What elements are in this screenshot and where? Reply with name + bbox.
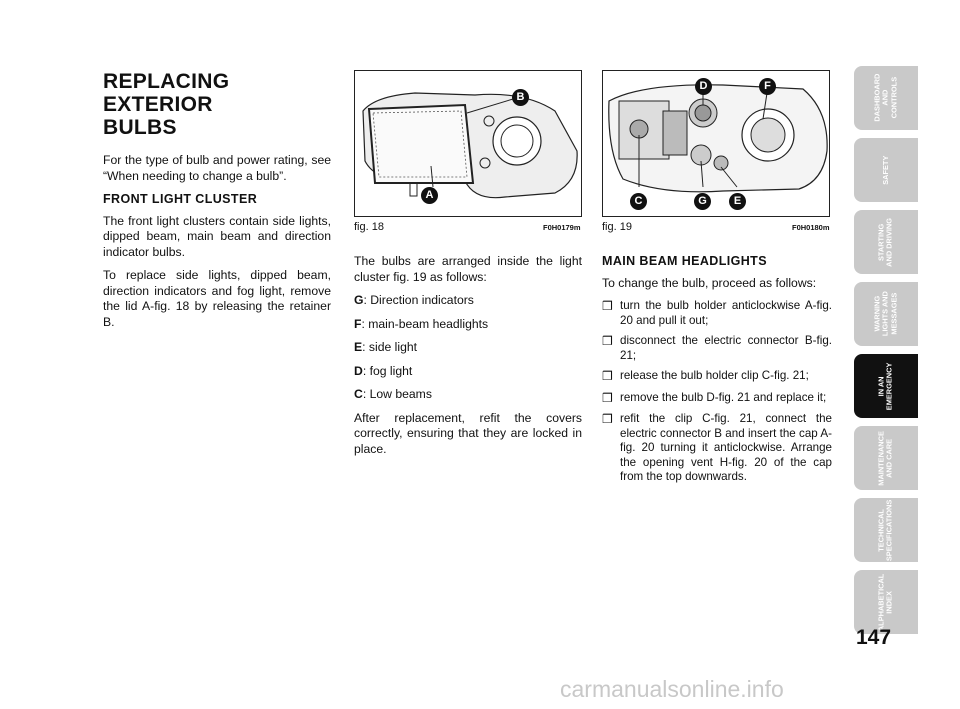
section-heading: FRONT LIGHT CLUSTER (103, 192, 258, 206)
list-item: G: Direction indicators (354, 293, 474, 307)
intro-paragraph: For the type of bulb and power rating, see “When needing to change a bulb”. (103, 153, 331, 183)
headlight-illustration (355, 71, 582, 217)
tab-dashboard-and-controls[interactable]: DASHBOARD AND CONTROLS (854, 66, 918, 130)
tab-warning-lights[interactable]: WARNING LIGHTS AND MESSAGES (854, 282, 918, 346)
label-g-marker: G (694, 193, 711, 210)
figure-18-caption: fig. 18 (354, 221, 384, 233)
page-title: REPLACING EXTERIOR BULBS (103, 70, 230, 139)
paragraph: To replace side lights, dipped beam, direction indicators and fog light, remove the lid A-fig. 18 by releasing the retainer B. (103, 268, 331, 329)
tab-safety[interactable]: SAFETY (854, 138, 918, 202)
right-column (602, 254, 832, 491)
list-item: ❒ remove the bulb D-fig. 21 and replace it; (602, 390, 827, 405)
tab-technical-specifications[interactable]: TECHNICAL SPECIFICATIONS (854, 498, 918, 562)
tab-in-an-emergency[interactable]: IN AN EMERGENCY (854, 354, 918, 418)
tab-alphabetical-index[interactable]: ALPHABETICAL INDEX (854, 570, 918, 634)
page-number: 147 (856, 626, 892, 649)
watermark: carmanualsonline.info (560, 676, 784, 702)
checkbox-bullet-icon: ❒ (602, 334, 613, 348)
label-a-marker: A (421, 187, 438, 204)
middle-column (354, 254, 582, 465)
label-e-marker: E (729, 193, 746, 210)
paragraph: To change the bulb, proceed as follows: (602, 275, 817, 290)
figure-18-code: F0H0179m (543, 223, 581, 232)
paragraph: The front light clusters contain side lights, dipped beam, main beam and direction indicator bulbs. (103, 213, 331, 259)
paragraph: After replacement, refit the covers correctly, ensuring that they are locked in place. (354, 410, 582, 456)
label-f-marker: F (759, 78, 776, 95)
list-item: C: Low beams (354, 387, 432, 401)
figure-19-code: F0H0180m (792, 223, 830, 232)
list-item: ❒ refit the clip C-fig. 21, connect the electric connector B and insert the cap A-fig. 20 turning it anticlockwise. Arrange the opening vent H-fig. 20 of the cap from the top downwards. (602, 412, 832, 483)
tab-maintenance-and-care[interactable]: MAINTENANCE AND CARE (854, 426, 918, 490)
list-item: ❒ release the bulb holder clip C-fig. 21; (602, 369, 809, 383)
section-heading: MAIN BEAM HEADLIGHTS (602, 254, 767, 268)
paragraph: The bulbs are arranged inside the light cluster fig. 19 as follows: (354, 254, 582, 284)
checkbox-bullet-icon: ❒ (602, 299, 613, 313)
list-item: F: main-beam headlights (354, 316, 489, 331)
list-item: ❒ turn the bulb holder anticlockwise A-fig. 20 and pull it out; (602, 299, 832, 327)
label-c-marker: C (630, 193, 647, 210)
tab-starting-and-driving[interactable]: STARTING AND DRIVING (854, 210, 918, 274)
list-item: E: side light (354, 340, 418, 354)
list-item: D: fog light (354, 363, 413, 378)
list-item: ❒ disconnect the electric connector B-fig. 21; (602, 334, 832, 362)
left-column (103, 70, 331, 338)
checkbox-bullet-icon: ❒ (602, 412, 613, 426)
label-b-marker: B (512, 89, 529, 106)
figure-19-image (602, 70, 830, 217)
checkbox-bullet-icon: ❒ (602, 390, 613, 405)
figure-18-image (354, 70, 582, 217)
figure-19-caption: fig. 19 (602, 221, 632, 233)
label-d-marker: D (695, 78, 712, 95)
checkbox-bullet-icon: ❒ (602, 369, 613, 383)
